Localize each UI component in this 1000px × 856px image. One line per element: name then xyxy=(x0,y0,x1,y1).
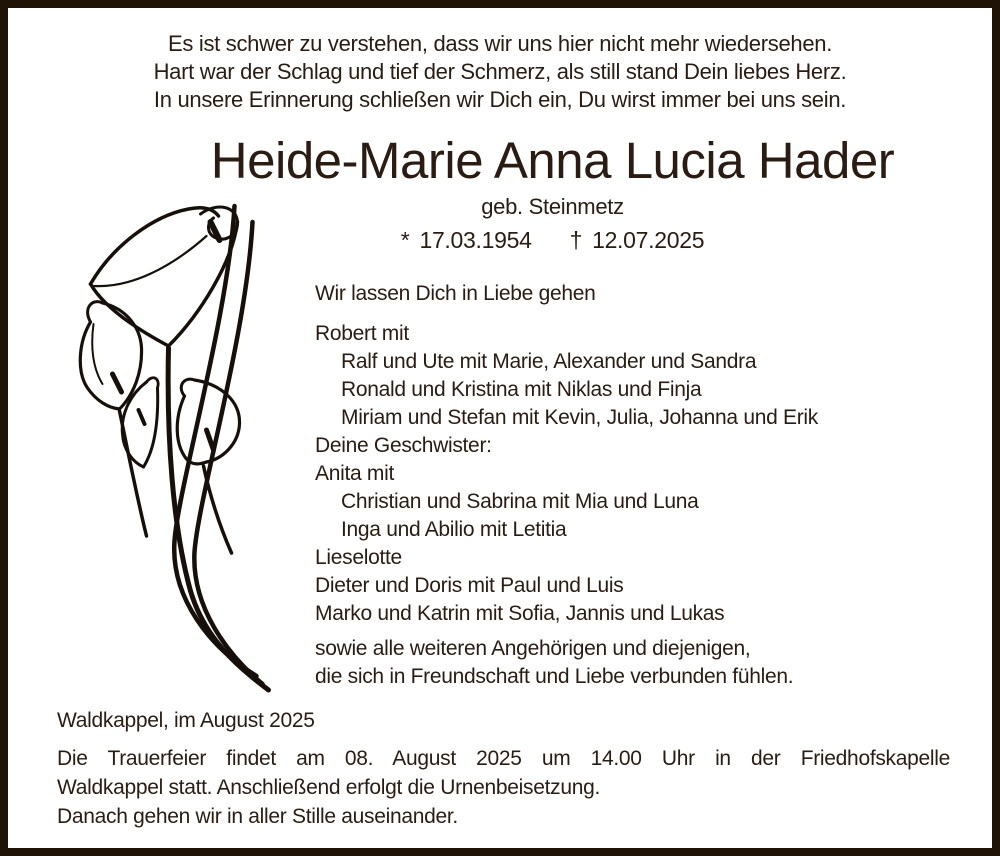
funeral-notice-line-3: Danach gehen wir in aller Stille auseinander. xyxy=(57,805,458,828)
mourner-line: Lieselotte xyxy=(315,546,402,569)
closing-line-2: die sich in Freundschaft und Liebe verbunden fühlen. xyxy=(315,665,794,688)
funeral-notice-line-1: Die Trauerfeier findet am 08. August 2025 um 14.00 Uhr in der Friedhofskapelle xyxy=(57,747,950,770)
family-section xyxy=(315,280,972,691)
funeral-information xyxy=(57,706,950,831)
closing-line-1: sowie alle weiteren Angehörigen und diejenigen, xyxy=(315,637,751,660)
epigraph-line-3: In unsere Erinnerung schließen wir Dich ein, Du wirst immer bei uns sein. xyxy=(153,87,847,112)
mourner-line: Marko und Katrin mit Sofia, Jannis und Lukas xyxy=(315,602,725,625)
epigraph xyxy=(8,30,992,114)
maiden-name: geb. Steinmetz xyxy=(481,194,624,219)
dateline: Waldkappel, im August 2025 xyxy=(57,709,315,732)
funeral-notice-line-2: Waldkappel statt. Anschließend erfolgt die Urnenbeisetzung. xyxy=(57,776,601,799)
mourner-line: Miriam und Stefan mit Kevin, Julia, Johanna und Erik xyxy=(341,406,818,429)
calla-lily-illustration xyxy=(58,196,303,701)
mourner-line: Christian und Sabrina mit Mia und Luna xyxy=(341,490,699,513)
mourner-line: Ronald und Kristina mit Niklas und Finja xyxy=(341,378,702,401)
mourners-list xyxy=(315,320,972,628)
closing-lines xyxy=(315,635,972,691)
mourner-line: Robert mit xyxy=(315,322,409,345)
death-cross-symbol: † xyxy=(569,227,583,253)
epigraph-line-1: Es ist schwer zu verstehen, dass wir uns hier nicht mehr wiedersehen. xyxy=(167,31,833,56)
mourner-line: Ralf und Ute mit Marie, Alexander und Sandra xyxy=(341,350,757,373)
mourner-line: Dieter und Doris mit Paul und Luis xyxy=(315,574,624,597)
farewell-line: Wir lassen Dich in Liebe gehen xyxy=(315,282,596,305)
deceased-name: Heide-Marie Anna Lucia Hader xyxy=(210,132,895,189)
epigraph-line-2: Hart war der Schlag und tief der Schmerz, als still stand Dein liebes Herz. xyxy=(153,59,847,84)
mourner-line: Anita mit xyxy=(315,462,394,485)
mourner-line: Inga und Abilio mit Letitia xyxy=(341,518,567,541)
mourner-line: Deine Geschwister: xyxy=(315,434,492,457)
birth-date: 17.03.1954 xyxy=(419,227,532,253)
death-date: 12.07.2025 xyxy=(592,227,705,253)
birth-star-symbol: * xyxy=(400,227,410,253)
